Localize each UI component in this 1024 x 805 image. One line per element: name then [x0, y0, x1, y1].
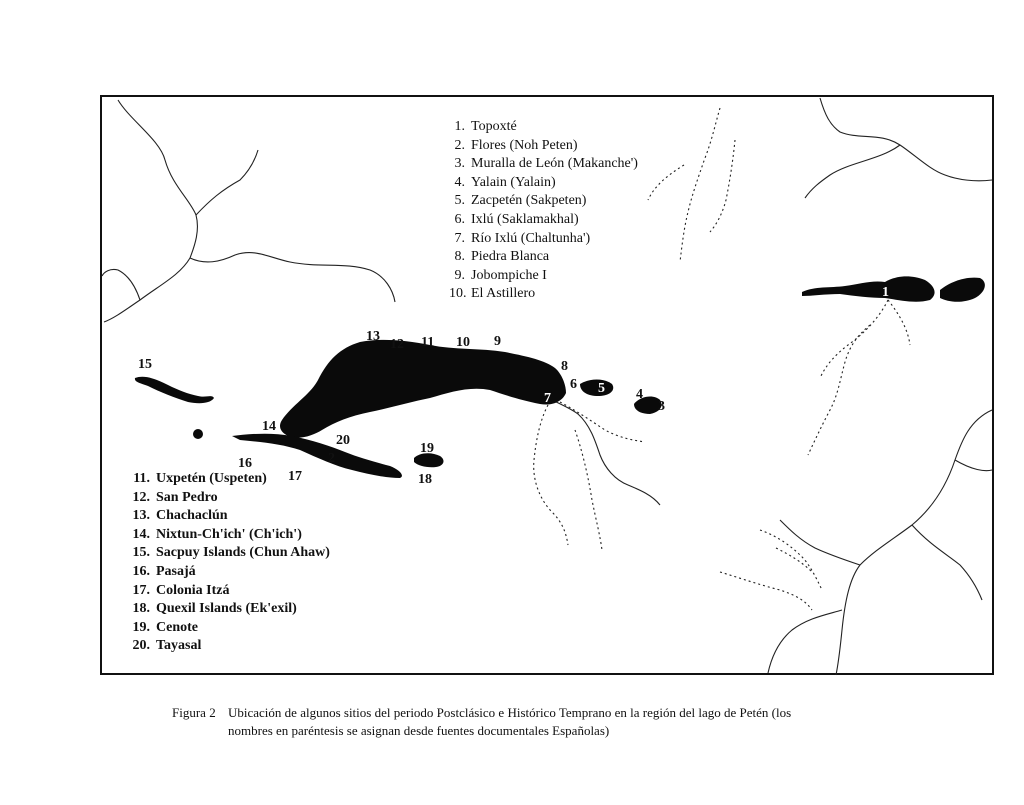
- legend-item: 17. Colonia Itzá: [132, 582, 230, 598]
- lake-peten-itza: [280, 340, 566, 438]
- map-label-14: 14: [262, 419, 276, 434]
- legend-item: 6. Ixlú (Saklamakhal): [454, 211, 579, 227]
- figure-number: Figura 2: [172, 705, 216, 720]
- map-label-8: 8: [561, 359, 568, 374]
- map-label-15: 15: [138, 357, 152, 372]
- legend-item: 11. Uxpetén (Uspeten): [133, 471, 267, 486]
- legend-item: 1. Topoxté: [454, 119, 517, 134]
- map-label-20: 20: [336, 433, 350, 448]
- legend-item: 4. Yalain (Yalain): [454, 174, 556, 190]
- lakes: [135, 276, 985, 478]
- map-label-11: 11: [421, 335, 435, 350]
- lake-small-west: [193, 429, 203, 439]
- map-label-13: 13: [366, 329, 380, 344]
- legend-item: 3. Muralla de León (Makanche'): [454, 156, 638, 172]
- legend-item: 20. Tayasal: [132, 638, 202, 654]
- map-label-7: 7: [544, 391, 551, 406]
- legend-item: 19. Cenote: [132, 619, 198, 635]
- legend-item: 14. Nixtun-Ch'ich' (Ch'ich'): [132, 526, 302, 542]
- map-label-6: 6: [570, 377, 577, 392]
- lake-sacnab: [940, 278, 985, 302]
- legend-item: 16. Pasajá: [132, 563, 196, 579]
- caption-line-1: Ubicación de algunos sitios del periodo Postclásico e Histórico Temprano en la región del lago de Petén (los: [228, 705, 792, 720]
- map-label-1: 1: [882, 285, 889, 300]
- map-label-2: 2: [328, 451, 335, 466]
- legend-item: 5. Zacpetén (Sakpeten): [454, 193, 587, 209]
- legend-sites-1-10: [449, 118, 638, 304]
- map-label-5: 5: [598, 381, 605, 396]
- legend-item: 7. Río Ixlú (Chaltunha'): [454, 230, 591, 246]
- legend-item: 8. Piedra Blanca: [454, 249, 550, 265]
- caption-line-2: nombres en paréntesis se asignan desde fuentes documentales Españolas): [228, 723, 610, 738]
- legend-item: 12. San Pedro: [132, 489, 218, 505]
- map-label-12: 12: [390, 337, 404, 352]
- figure-caption: [172, 704, 912, 740]
- map-label-4: 4: [636, 387, 643, 402]
- map-label-9: 9: [494, 334, 501, 349]
- map-label-17: 17: [288, 469, 302, 484]
- legend-item: 9. Jobompiche I: [454, 267, 547, 283]
- lake-yaxha: [802, 276, 935, 301]
- lake-sacpuy: [135, 377, 214, 404]
- map-label-18: 18: [418, 472, 432, 487]
- map-label-10: 10: [456, 335, 470, 350]
- lake-salpeten: [580, 380, 613, 397]
- map-label-3: 3: [658, 399, 665, 414]
- legend-item: 18. Quexil Islands (Ek'exil): [132, 601, 297, 617]
- legend-item: 2. Flores (Noh Peten): [454, 137, 578, 153]
- legend-item: 13. Chachaclún: [132, 508, 228, 524]
- map-label-19: 19: [420, 441, 434, 456]
- legend-sites-11-20: [130, 470, 330, 656]
- legend-item: 15. Sacpuy Islands (Chun Ahaw): [132, 545, 330, 561]
- legend-item: 10. El Astillero: [449, 286, 536, 302]
- map-label-16: 16: [238, 456, 252, 471]
